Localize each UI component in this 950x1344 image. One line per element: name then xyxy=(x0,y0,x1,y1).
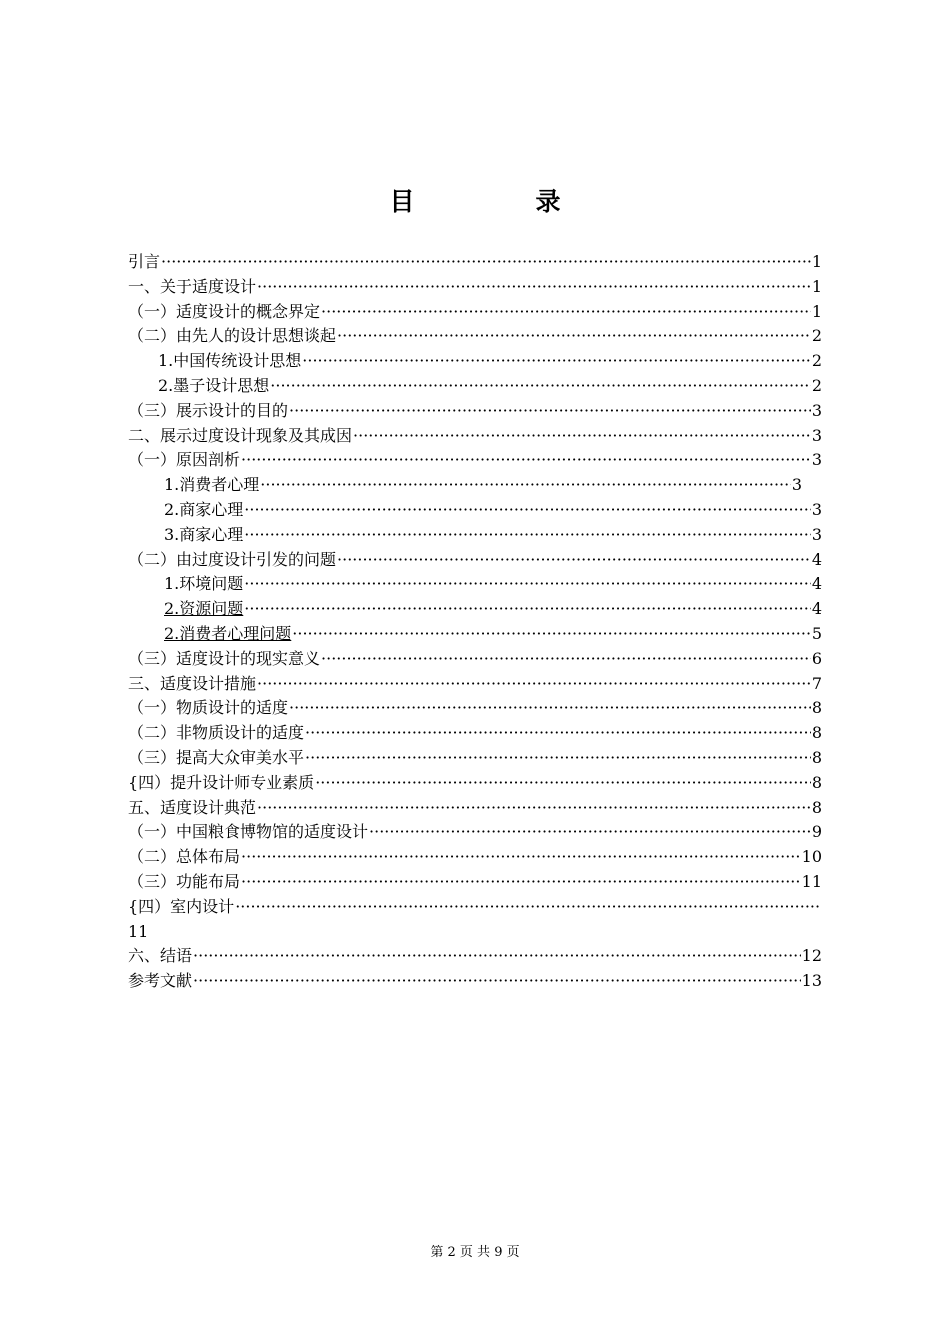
toc-entry[interactable] xyxy=(128,696,822,721)
toc-entry-title: 引言 xyxy=(128,252,161,271)
toc-leader-dots xyxy=(241,870,801,895)
toc-entry[interactable] xyxy=(128,895,822,920)
toc-leader-dots xyxy=(337,324,811,349)
toc-leader-dots xyxy=(305,746,811,771)
toc-page-number: 4 xyxy=(811,599,822,619)
toc-entry-title: 五、适度设计典范 xyxy=(128,797,257,817)
toc-entry[interactable] xyxy=(128,845,822,870)
toc-page-number: 10 xyxy=(801,847,822,867)
page-footer: 第 2 页 共 9 页 xyxy=(430,1245,520,1260)
toc-leader-dots xyxy=(241,845,801,870)
toc-leader-dots xyxy=(244,498,811,523)
toc-leader-dots xyxy=(337,548,811,573)
toc-page-number: 8 xyxy=(811,698,822,718)
toc-page-number: 13 xyxy=(801,971,822,991)
toc-entry[interactable] xyxy=(128,920,822,945)
toc-entry-title: （三）适度设计的现实意义 xyxy=(128,648,321,668)
toc-page-number: 9 xyxy=(811,822,822,842)
toc-entry-title: 1.环境问题 xyxy=(164,574,244,594)
toc-entry-title: （三）提高大众审美水平 xyxy=(128,747,305,767)
toc-leader-dots xyxy=(260,473,791,498)
toc-entry-title: （三）功能布局 xyxy=(128,871,241,891)
toc-entry-title: （一）原因剖析 xyxy=(128,450,241,470)
toc-entry-title: 2.商家心理 xyxy=(164,499,244,519)
toc-entry-title: {四）提升设计师专业素质 xyxy=(128,772,315,792)
toc-entry-title: 1.中国传统设计思想 xyxy=(158,351,302,371)
toc-entry-title: 一、关于适度设计 xyxy=(128,276,257,296)
toc-entry[interactable] xyxy=(128,870,822,895)
toc-page-number: 6 xyxy=(811,648,822,668)
toc-leader-dots xyxy=(305,721,811,746)
toc-leader-dots xyxy=(369,820,811,845)
toc-entry[interactable] xyxy=(128,672,822,697)
toc-entry-title: 11 xyxy=(128,921,149,941)
toc-entry[interactable] xyxy=(128,300,822,325)
toc-entry-title: （二）由先人的设计思想谈起 xyxy=(128,326,337,346)
toc-leader-dots xyxy=(244,572,811,597)
toc-page-number: 7 xyxy=(811,673,822,693)
toc-page-number: 3 xyxy=(811,400,822,420)
toc-entry-title: （一）中国粮食博物馆的适度设计 xyxy=(128,822,369,842)
toc-entry[interactable] xyxy=(128,820,822,845)
page-title: 目 录 xyxy=(389,187,609,216)
toc-leader-dots xyxy=(321,300,811,325)
toc-entry[interactable] xyxy=(128,771,822,796)
toc-entry-title: 三、适度设计措施 xyxy=(128,673,257,693)
toc-entry-title: （二）由过度设计引发的问题 xyxy=(128,549,337,569)
toc-leader-dots xyxy=(235,895,821,920)
toc-entry-title: 参考文献 xyxy=(128,971,193,991)
toc-entry[interactable] xyxy=(128,374,822,399)
toc-entry[interactable] xyxy=(128,622,822,647)
toc-entry[interactable] xyxy=(128,424,822,449)
toc-page-number: 3 xyxy=(791,475,802,495)
toc-entry[interactable] xyxy=(128,349,822,374)
toc-entry-title: （一）物质设计的适度 xyxy=(128,698,289,718)
toc-leader-dots xyxy=(193,944,801,969)
toc-page-number: 3 xyxy=(811,425,822,445)
toc-leader-dots xyxy=(292,622,811,647)
toc-leader-dots xyxy=(257,796,811,821)
toc-entry[interactable] xyxy=(128,399,822,424)
toc-leader-dots xyxy=(353,424,811,449)
toc-entry-title: （一）适度设计的概念界定 xyxy=(128,301,321,321)
toc-page-number: 8 xyxy=(811,772,822,792)
toc-page-number: 11 xyxy=(801,871,822,891)
toc-entry[interactable] xyxy=(128,275,822,300)
toc-entry-title: （二）总体布局 xyxy=(128,847,241,867)
toc-entry-title: 1.消费者心理 xyxy=(164,475,260,495)
toc-page-number: 3 xyxy=(811,524,822,544)
toc-page-number: 1 xyxy=(811,252,822,271)
toc-leader-dots xyxy=(244,523,811,548)
toc-entry-title: （三）展示设计的目的 xyxy=(128,400,289,420)
toc-leader-dots xyxy=(244,597,811,622)
toc-entry[interactable] xyxy=(128,448,822,473)
toc-page-number: 2 xyxy=(811,351,822,371)
toc-page-number: 1 xyxy=(811,276,822,296)
toc-page-number: 3 xyxy=(811,499,822,519)
toc-entry[interactable] xyxy=(128,796,822,821)
toc-entry-title: 2.消费者心理问题 xyxy=(164,623,292,643)
toc-entry[interactable] xyxy=(128,969,822,994)
toc-entry-title: 二、展示过度设计现象及其成因 xyxy=(128,425,353,445)
toc-entry-title: 3.商家心理 xyxy=(164,524,244,544)
toc-entry[interactable] xyxy=(128,250,822,275)
toc-entry-title: {四）室内设计 xyxy=(128,896,235,916)
toc-page-number: 8 xyxy=(811,797,822,817)
toc-entry[interactable] xyxy=(128,473,822,498)
toc-page-number: 8 xyxy=(811,723,822,743)
table-of-contents xyxy=(128,250,822,994)
toc-entry[interactable] xyxy=(128,523,822,548)
toc-leader-dots xyxy=(289,696,811,721)
toc-page-number: 2 xyxy=(811,326,822,346)
toc-entry[interactable] xyxy=(128,548,822,573)
toc-entry[interactable] xyxy=(128,572,822,597)
toc-page-number: 1 xyxy=(811,301,822,321)
toc-leader-dots xyxy=(302,349,811,374)
toc-leader-dots xyxy=(257,275,811,300)
toc-page-number: 8 xyxy=(811,747,822,767)
toc-leader-dots xyxy=(270,374,811,399)
toc-page-number: 12 xyxy=(801,946,822,966)
toc-entry[interactable] xyxy=(128,498,822,523)
toc-leader-dots xyxy=(321,647,811,672)
toc-page-number: 4 xyxy=(811,549,822,569)
toc-entry-title: 六、结语 xyxy=(128,946,193,966)
toc-entry-title: （二）非物质设计的适度 xyxy=(128,723,305,743)
toc-entry[interactable] xyxy=(128,324,822,349)
toc-entry-title: 2.资源问题 xyxy=(164,599,244,619)
toc-page-number: 5 xyxy=(811,623,822,643)
toc-entry[interactable] xyxy=(128,597,822,622)
toc-leader-dots xyxy=(193,969,801,994)
toc-entry[interactable] xyxy=(128,746,822,771)
toc-leader-dots xyxy=(289,399,811,424)
toc-entry[interactable] xyxy=(128,944,822,969)
toc-entry[interactable] xyxy=(128,647,822,672)
toc-leader-dots xyxy=(161,250,811,275)
toc-page-number: 2 xyxy=(811,375,822,395)
toc-entry-title: 2.墨子设计思想 xyxy=(158,375,270,395)
toc-page-number: 4 xyxy=(811,574,822,594)
toc-leader-dots xyxy=(241,448,811,473)
toc-entry[interactable] xyxy=(128,721,822,746)
toc-page-number: 3 xyxy=(811,450,822,470)
toc-leader-dots xyxy=(315,771,811,796)
toc-leader-dots xyxy=(257,672,811,697)
